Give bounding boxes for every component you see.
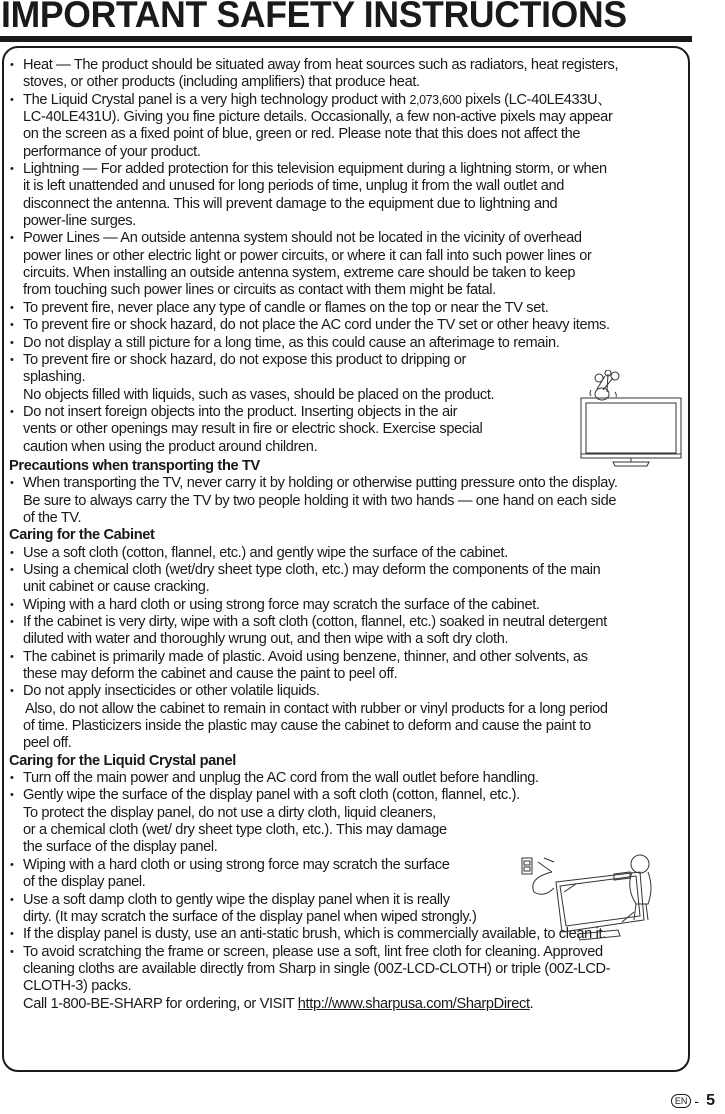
line-text: of the TV. bbox=[23, 509, 82, 526]
bullet-continuation bbox=[8, 978, 692, 995]
line-text: power lines or other electric light or power circuits, or where it can fall into such power lines or bbox=[23, 247, 592, 264]
line-text: peel off. bbox=[23, 735, 72, 752]
bullet-continuation bbox=[8, 666, 692, 683]
line-text: splashing. bbox=[23, 369, 86, 386]
line-text: the surface of the display panel. bbox=[23, 839, 218, 856]
bullet-item bbox=[8, 92, 692, 109]
bullet-continuation bbox=[8, 718, 692, 735]
pixel-count: 2,073,600 bbox=[409, 92, 462, 107]
bullet-continuation bbox=[8, 178, 692, 195]
bullet-item bbox=[8, 335, 692, 352]
line-text: Wiping with a hard cloth or using strong force may scratch the surface bbox=[23, 856, 450, 873]
line-text: caution when using the product around children. bbox=[23, 438, 318, 455]
bullet-continuation bbox=[8, 996, 692, 1013]
language-badge: EN bbox=[671, 1094, 692, 1108]
line-text: Precautions when transporting the TV bbox=[9, 457, 260, 474]
bullet-item bbox=[8, 300, 692, 317]
line-text: When transporting the TV, never carry it by holding or otherwise putting pressure onto the display. bbox=[23, 475, 618, 492]
line-text: No objects filled with liquids, such as vases, should be placed on the product. bbox=[23, 386, 495, 403]
bullet-item bbox=[8, 649, 692, 666]
footer-separator: - bbox=[694, 1093, 700, 1109]
line-text: cleaning cloths are available directly from Sharp in single (00Z-LCD-CLOTH) or triple (00Z-LCD- bbox=[23, 960, 611, 977]
line-text: Call 1-800-BE-SHARP for ordering, or VISIT bbox=[23, 995, 298, 1012]
bullet-continuation bbox=[8, 282, 692, 299]
bullet-continuation bbox=[8, 961, 692, 978]
line-text: Do not apply insecticides or other volatile liquids. bbox=[23, 683, 320, 700]
line-text: these may deform the cabinet and cause the paint to peel off. bbox=[23, 666, 398, 683]
bullet-continuation bbox=[8, 822, 692, 839]
section-heading bbox=[8, 753, 692, 770]
bullet-continuation bbox=[8, 735, 692, 752]
line-text: To prevent fire, never place any type of candle or flames on the top or near the TV set. bbox=[23, 299, 549, 316]
line-text: Power Lines — An outside antenna system should not be located in the vicinity of overhead bbox=[23, 230, 582, 247]
line-text: Using a chemical cloth (wet/dry sheet type cloth, etc.) may deform the components of the main bbox=[23, 561, 601, 578]
bullet-item bbox=[8, 161, 692, 178]
bullet-item bbox=[8, 475, 692, 492]
bullet-item bbox=[8, 317, 692, 334]
line-text: performance of your product. bbox=[23, 143, 201, 160]
line-text: stoves, or other products (including amplifiers) that produce heat. bbox=[23, 74, 420, 91]
line-text: To prevent fire or shock hazard, do not expose this product to dripping or bbox=[23, 351, 466, 368]
line-text: Caring for the Liquid Crystal panel bbox=[9, 752, 236, 769]
bullet-item bbox=[8, 230, 692, 247]
line-text: Lightning — For added protection for this television equipment during a lightning storm, or when bbox=[23, 161, 607, 178]
line-text: Use a soft cloth (cotton, flannel, etc.) and gently wipe the surface of the cabinet. bbox=[23, 544, 508, 561]
line-text: Be sure to always carry the TV by two people holding it with two hands — one hand on each side bbox=[23, 492, 617, 509]
line-text: Turn off the main power and unplug the AC cord from the wall outlet before handling. bbox=[23, 770, 539, 787]
bullet-item bbox=[8, 352, 692, 369]
sharp-direct-link[interactable]: http://www.sharpusa.com/SharpDirect bbox=[297, 995, 530, 1012]
line-text: To prevent fire or shock hazard, do not place the AC cord under the TV set or other heavy items. bbox=[23, 317, 610, 334]
bullet-continuation bbox=[8, 74, 692, 91]
bullet-continuation bbox=[8, 109, 692, 126]
line-text: If the cabinet is very dirty, wipe with a soft cloth (cotton, flannel, etc.) soaked in neutral detergent bbox=[23, 614, 607, 630]
page-number: 5 bbox=[706, 1092, 715, 1109]
bullet-continuation bbox=[8, 579, 692, 596]
page-footer bbox=[671, 1092, 715, 1110]
line-text: Do not insert foreign objects into the product. Inserting objects in the air bbox=[23, 403, 458, 420]
line-text-tail: pixels (LC-40LE433U、 bbox=[461, 91, 612, 108]
line-text: If the display panel is dusty, use an anti-static brush, which is commercially available, to clean it. bbox=[23, 926, 606, 943]
bullet-item bbox=[8, 597, 692, 614]
bullet-item bbox=[8, 562, 692, 579]
section-heading bbox=[8, 527, 692, 544]
line-text: Wiping with a hard cloth or using strong force may scratch the surface of the cabinet. bbox=[23, 596, 540, 613]
line-text: LC-40LE431U). Giving you fine picture details. Occasionally, a few non-active pixels may appear bbox=[23, 109, 613, 126]
line-text: on the screen as a fixed point of blue, green or red. Please note that this does not affect the bbox=[23, 126, 581, 143]
bullet-item bbox=[8, 944, 692, 961]
line-text: disconnect the antenna. This will prevent damage to the equipment due to lightning and bbox=[23, 195, 558, 212]
bullet-continuation bbox=[8, 126, 692, 143]
vase-on-tv-illustration bbox=[575, 370, 687, 470]
bullet-continuation bbox=[8, 213, 692, 230]
cleaning-tv-illustration bbox=[518, 848, 658, 944]
line-text: circuits. When installing an outside antenna system, extreme care should be taken to keep bbox=[23, 265, 576, 282]
bullet-continuation bbox=[8, 265, 692, 282]
line-text: To protect the display panel, do not use a dirty cloth, liquid cleaners, bbox=[23, 804, 436, 821]
bullet-item bbox=[8, 770, 692, 787]
title-rule bbox=[0, 36, 692, 42]
line-text: it is left unattended and unused for long periods of time, unplug it from the wall outlet and bbox=[23, 178, 565, 195]
line-text: Caring for the Cabinet bbox=[9, 527, 155, 544]
bullet-item bbox=[8, 683, 692, 700]
line-text: To avoid scratching the frame or screen, please use a soft, lint free cloth for cleaning. Approved bbox=[23, 943, 603, 960]
bullet-item bbox=[8, 614, 692, 631]
line-text: of the display panel. bbox=[23, 874, 146, 891]
bullet-continuation bbox=[8, 248, 692, 265]
bullet-item bbox=[8, 57, 692, 74]
line-text: Use a soft damp cloth to gently wipe the display panel when it is really bbox=[23, 891, 450, 908]
line-text: The Liquid Crystal panel is a very high technology product with bbox=[23, 91, 410, 108]
bullet-continuation bbox=[8, 805, 692, 822]
line-text: or a chemical cloth (wet/ dry sheet type cloth, etc.). This may damage bbox=[23, 822, 447, 839]
line-text: Gently wipe the surface of the display panel with a soft cloth (cotton, flannel, etc.). bbox=[23, 787, 520, 804]
line-text: from touching such power lines or circuits as contact with them might be fatal. bbox=[23, 282, 496, 299]
bullet-continuation bbox=[8, 631, 692, 648]
line-text: power-line surges. bbox=[23, 213, 136, 230]
bullet-continuation bbox=[8, 493, 692, 510]
line-text: unit cabinet or cause cracking. bbox=[23, 579, 210, 596]
line-text: Do not display a still picture for a long time, as this could cause an afterimage to remain. bbox=[23, 334, 560, 351]
line-text-tail: . bbox=[529, 995, 534, 1012]
line-text: dirty. (It may scratch the surface of the display panel when wiped strongly.) bbox=[23, 908, 477, 925]
line-text: of time. Plasticizers inside the plastic may cause the cabinet to deform and cause the paint to bbox=[23, 718, 591, 735]
bullet-item bbox=[8, 787, 692, 804]
line-text: vents or other openings may result in fire or electric shock. Exercise special bbox=[23, 421, 483, 438]
page-title: IMPORTANT SAFETY INSTRUCTIONS bbox=[1, 0, 627, 35]
bullet-continuation bbox=[8, 510, 692, 527]
bullet-continuation bbox=[8, 701, 692, 718]
line-text: Heat — The product should be situated away from heat sources such as radiators, heat registers, bbox=[23, 57, 619, 73]
bullet-continuation bbox=[8, 144, 692, 161]
line-text: CLOTH-3) packs. bbox=[23, 978, 132, 995]
bullet-item bbox=[8, 545, 692, 562]
line-text: Also, do not allow the cabinet to remain in contact with rubber or vinyl products for a long period bbox=[25, 700, 608, 717]
line-text: diluted with water and thoroughly wrung out, and then wipe with a soft dry cloth. bbox=[23, 631, 509, 648]
bullet-continuation bbox=[8, 196, 692, 213]
line-text: The cabinet is primarily made of plastic. Avoid using benzene, thinner, and other solvents, as bbox=[23, 648, 588, 665]
